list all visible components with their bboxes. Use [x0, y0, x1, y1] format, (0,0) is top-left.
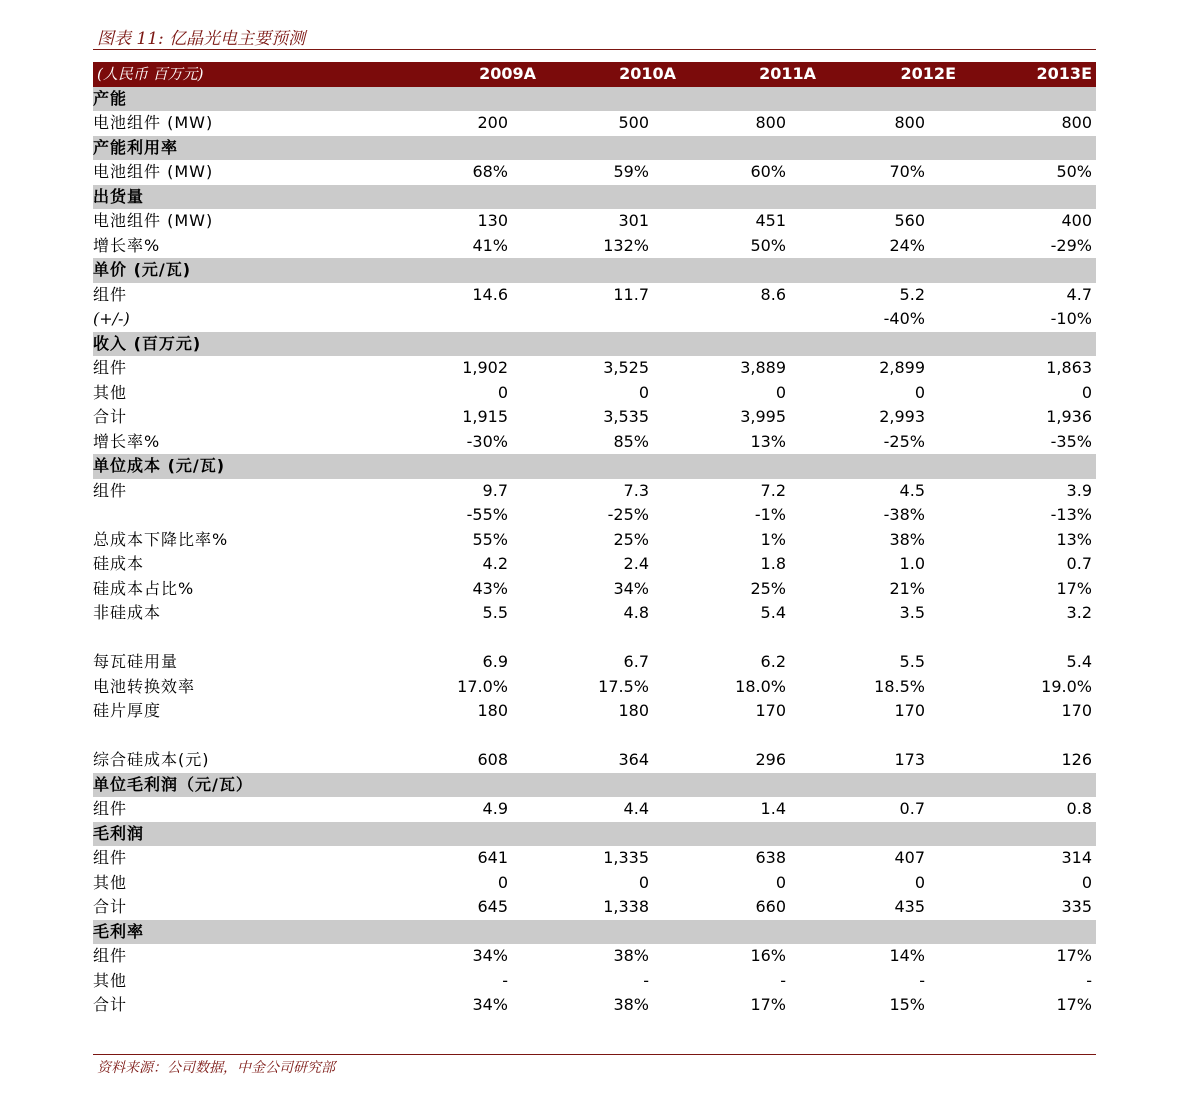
- value-cell: -25%: [607, 505, 649, 525]
- value-cell: -: [1086, 970, 1092, 990]
- table-body: [93, 87, 1096, 1018]
- header-year: 2012E: [816, 62, 956, 87]
- section-row: [93, 185, 1096, 210]
- header-year: 2013E: [956, 62, 1096, 87]
- value-cell: 407: [894, 848, 925, 868]
- row-label: 硅成本: [93, 554, 145, 574]
- row-label: 组件: [93, 284, 128, 304]
- table-row: [93, 650, 1096, 675]
- value-cell: 132%: [603, 235, 649, 255]
- value-cell: 435: [894, 897, 925, 917]
- table-row: [93, 160, 1096, 185]
- table-row: [93, 234, 1096, 259]
- value-cell: 11.7: [613, 284, 649, 304]
- value-cell: 170: [1061, 701, 1092, 721]
- value-cell: 5.2: [899, 284, 925, 304]
- value-cell: 6.7: [623, 652, 649, 672]
- value-cell: 13%: [1056, 529, 1092, 549]
- value-cell: 180: [618, 701, 649, 721]
- value-cell: -: [502, 970, 508, 990]
- row-label: 总成本下降比率%: [93, 529, 229, 549]
- row-label: 综合硅成本(元): [93, 750, 210, 770]
- figure-title: 图表 11: 亿晶光电主要预测: [97, 29, 306, 49]
- value-cell: 170: [894, 701, 925, 721]
- row-label: 组件: [93, 358, 128, 378]
- value-cell: -13%: [1050, 505, 1092, 525]
- row-label: 非硅成本: [93, 603, 162, 623]
- value-cell: 1,338: [603, 897, 649, 917]
- value-cell: [536, 307, 676, 332]
- value-cell: 0: [1081, 382, 1092, 402]
- spacer-cell: [93, 724, 1096, 749]
- table-row: [93, 895, 1096, 920]
- value-cell: 0: [775, 382, 786, 402]
- section-row: [93, 920, 1096, 945]
- value-cell: 17%: [1056, 578, 1092, 598]
- value-cell: 364: [618, 750, 649, 770]
- value-cell: 451: [755, 211, 786, 231]
- value-cell: 2,899: [879, 358, 925, 378]
- table-row: [93, 503, 1096, 528]
- value-cell: 5.4: [1066, 652, 1092, 672]
- value-cell: 5.4: [760, 603, 786, 623]
- value-cell: 2.4: [623, 554, 649, 574]
- row-label: 增长率%: [93, 235, 161, 255]
- value-cell: 3,995: [740, 407, 786, 427]
- value-cell: 16%: [750, 946, 786, 966]
- value-cell: 50%: [750, 235, 786, 255]
- forecast-table: [93, 62, 1096, 1018]
- source-note: 资料来源：公司数据，中金公司研究部: [97, 1060, 335, 1076]
- row-label: 电池组件 (MW): [93, 211, 214, 231]
- row-label: 其他: [93, 970, 128, 990]
- value-cell: 800: [1061, 113, 1092, 133]
- value-cell: 1,335: [603, 848, 649, 868]
- value-cell: 41%: [472, 235, 508, 255]
- value-cell: 6.9: [482, 652, 508, 672]
- value-cell: 17%: [750, 995, 786, 1015]
- row-label: 组件: [93, 848, 128, 868]
- value-cell: 34%: [472, 995, 508, 1015]
- value-cell: 173: [894, 750, 925, 770]
- bottom-rule: [93, 1054, 1096, 1055]
- value-cell: 9.7: [482, 480, 508, 500]
- section-row: [93, 454, 1096, 479]
- value-cell: 25%: [613, 529, 649, 549]
- value-cell: 500: [618, 113, 649, 133]
- value-cell: 38%: [613, 995, 649, 1015]
- row-label: 硅成本占比%: [93, 578, 195, 598]
- value-cell: 641: [477, 848, 508, 868]
- value-cell: 85%: [613, 431, 649, 451]
- value-cell: 0.7: [1066, 554, 1092, 574]
- value-cell: 560: [894, 211, 925, 231]
- value-cell: 25%: [750, 578, 786, 598]
- value-cell: -30%: [466, 431, 508, 451]
- section-label: 收入 (百万元): [93, 332, 1096, 357]
- value-cell: -1%: [754, 505, 786, 525]
- value-cell: 59%: [613, 162, 649, 182]
- value-cell: 4.4: [623, 799, 649, 819]
- section-row: [93, 822, 1096, 847]
- section-row: [93, 136, 1096, 161]
- table-header-row: [93, 62, 1096, 87]
- value-cell: 170: [755, 701, 786, 721]
- header-unit-label: (人民币 百万元): [93, 62, 396, 87]
- table-row: [93, 577, 1096, 602]
- value-cell: 6.2: [760, 652, 786, 672]
- spacer-row: [93, 724, 1096, 749]
- header-year: 2010A: [536, 62, 676, 87]
- table-row: [93, 601, 1096, 626]
- row-label: 合计: [93, 995, 128, 1015]
- table-row: [93, 430, 1096, 455]
- value-cell: -: [643, 970, 649, 990]
- value-cell: 1,915: [462, 407, 508, 427]
- row-label: 合计: [93, 897, 128, 917]
- value-cell: 1,863: [1046, 358, 1092, 378]
- table-row: [93, 405, 1096, 430]
- row-label: 合计: [93, 407, 128, 427]
- value-cell: 608: [477, 750, 508, 770]
- row-label: 电池组件 (MW): [93, 162, 214, 182]
- table-row: [93, 944, 1096, 969]
- value-cell: 3,535: [603, 407, 649, 427]
- row-label: 增长率%: [93, 431, 161, 451]
- row-label: 每瓦硅用量: [93, 652, 179, 672]
- row-label: 组件: [93, 480, 128, 500]
- value-cell: -40%: [883, 309, 925, 329]
- value-cell: 19.0%: [1041, 676, 1092, 696]
- value-cell: 34%: [472, 946, 508, 966]
- row-label: [93, 503, 396, 528]
- table-row: [93, 381, 1096, 406]
- value-cell: 0: [497, 382, 508, 402]
- value-cell: 335: [1061, 897, 1092, 917]
- section-row: [93, 332, 1096, 357]
- value-cell: 200: [477, 113, 508, 133]
- value-cell: 301: [618, 211, 649, 231]
- value-cell: 17%: [1056, 946, 1092, 966]
- value-cell: 0.8: [1066, 799, 1092, 819]
- table-row: [93, 993, 1096, 1018]
- value-cell: 130: [477, 211, 508, 231]
- value-cell: 314: [1061, 848, 1092, 868]
- value-cell: 7.3: [623, 480, 649, 500]
- table-row: [93, 871, 1096, 896]
- value-cell: 4.5: [899, 480, 925, 500]
- value-cell: 0: [914, 872, 925, 892]
- header-year: 2009A: [396, 62, 536, 87]
- value-cell: [676, 307, 816, 332]
- value-cell: 3.5: [899, 603, 925, 623]
- value-cell: 14.6: [472, 284, 508, 304]
- value-cell: 17%: [1056, 995, 1092, 1015]
- value-cell: 3,525: [603, 358, 649, 378]
- row-label: (+/-): [93, 309, 130, 329]
- section-label: 单价 (元/瓦): [93, 258, 1096, 283]
- value-cell: 800: [755, 113, 786, 133]
- value-cell: [396, 307, 536, 332]
- value-cell: 638: [755, 848, 786, 868]
- table-row: [93, 797, 1096, 822]
- row-label: 组件: [93, 946, 128, 966]
- value-cell: 4.7: [1066, 284, 1092, 304]
- value-cell: 1,902: [462, 358, 508, 378]
- value-cell: -: [919, 970, 925, 990]
- table-row: [93, 699, 1096, 724]
- row-label: 硅片厚度: [93, 701, 162, 721]
- row-label: 电池转换效率: [93, 676, 196, 696]
- table-row: [93, 846, 1096, 871]
- table-row: [93, 675, 1096, 700]
- value-cell: 1%: [760, 529, 786, 549]
- top-rule: [93, 49, 1096, 50]
- value-cell: 1,936: [1046, 407, 1092, 427]
- value-cell: 645: [477, 897, 508, 917]
- value-cell: 1.4: [760, 799, 786, 819]
- value-cell: 5.5: [482, 603, 508, 623]
- value-cell: 800: [894, 113, 925, 133]
- value-cell: 70%: [889, 162, 925, 182]
- value-cell: 55%: [472, 529, 508, 549]
- section-label: 单位成本 (元/瓦): [93, 454, 1096, 479]
- value-cell: 400: [1061, 211, 1092, 231]
- value-cell: 50%: [1056, 162, 1092, 182]
- value-cell: 0: [775, 872, 786, 892]
- value-cell: 68%: [472, 162, 508, 182]
- value-cell: 0.7: [899, 799, 925, 819]
- spacer-row: [93, 626, 1096, 651]
- value-cell: 17.5%: [598, 676, 649, 696]
- value-cell: 0: [914, 382, 925, 402]
- value-cell: 4.2: [482, 554, 508, 574]
- value-cell: -35%: [1050, 431, 1092, 451]
- value-cell: -55%: [466, 505, 508, 525]
- row-label: 其他: [93, 382, 128, 402]
- row-label: 组件: [93, 799, 128, 819]
- value-cell: 0: [1081, 872, 1092, 892]
- table-row: [93, 528, 1096, 553]
- value-cell: 1.0: [899, 554, 925, 574]
- table-row: [93, 356, 1096, 381]
- value-cell: 18.0%: [735, 676, 786, 696]
- table-row: [93, 552, 1096, 577]
- value-cell: -: [780, 970, 786, 990]
- value-cell: 3,889: [740, 358, 786, 378]
- spacer-cell: [93, 626, 1096, 651]
- value-cell: 0: [638, 872, 649, 892]
- value-cell: 7.2: [760, 480, 786, 500]
- section-label: 毛利率: [93, 920, 1096, 945]
- value-cell: 3.9: [1066, 480, 1092, 500]
- value-cell: 24%: [889, 235, 925, 255]
- value-cell: 43%: [472, 578, 508, 598]
- header-year: 2011A: [676, 62, 816, 87]
- table-row: [93, 283, 1096, 308]
- value-cell: 0: [638, 382, 649, 402]
- value-cell: 18.5%: [874, 676, 925, 696]
- value-cell: 3.2: [1066, 603, 1092, 623]
- table-row: [93, 748, 1096, 773]
- value-cell: 4.8: [623, 603, 649, 623]
- table-row: [93, 307, 1096, 332]
- row-label: 其他: [93, 872, 128, 892]
- value-cell: 4.9: [482, 799, 508, 819]
- section-label: 产能: [93, 87, 1096, 112]
- value-cell: 660: [755, 897, 786, 917]
- value-cell: -10%: [1050, 309, 1092, 329]
- value-cell: 15%: [889, 995, 925, 1015]
- value-cell: 21%: [889, 578, 925, 598]
- value-cell: 60%: [750, 162, 786, 182]
- value-cell: 126: [1061, 750, 1092, 770]
- value-cell: -25%: [883, 431, 925, 451]
- table-row: [93, 969, 1096, 994]
- section-label: 产能利用率: [93, 136, 1096, 161]
- value-cell: 0: [497, 872, 508, 892]
- table-row: [93, 479, 1096, 504]
- value-cell: 34%: [613, 578, 649, 598]
- value-cell: 8.6: [760, 284, 786, 304]
- value-cell: -29%: [1050, 235, 1092, 255]
- value-cell: 13%: [750, 431, 786, 451]
- section-row: [93, 258, 1096, 283]
- value-cell: 5.5: [899, 652, 925, 672]
- value-cell: -38%: [883, 505, 925, 525]
- section-label: 毛利润: [93, 822, 1096, 847]
- value-cell: 296: [755, 750, 786, 770]
- section-label: 出货量: [93, 185, 1096, 210]
- table-row: [93, 111, 1096, 136]
- row-label: 电池组件 (MW): [93, 113, 214, 133]
- value-cell: 38%: [613, 946, 649, 966]
- section-row: [93, 773, 1096, 798]
- value-cell: 2,993: [879, 407, 925, 427]
- value-cell: 38%: [889, 529, 925, 549]
- value-cell: 1.8: [760, 554, 786, 574]
- value-cell: 17.0%: [457, 676, 508, 696]
- value-cell: 180: [477, 701, 508, 721]
- table-row: [93, 209, 1096, 234]
- section-label: 单位毛利润（元/瓦）: [93, 773, 1096, 798]
- value-cell: 14%: [889, 946, 925, 966]
- section-row: [93, 87, 1096, 112]
